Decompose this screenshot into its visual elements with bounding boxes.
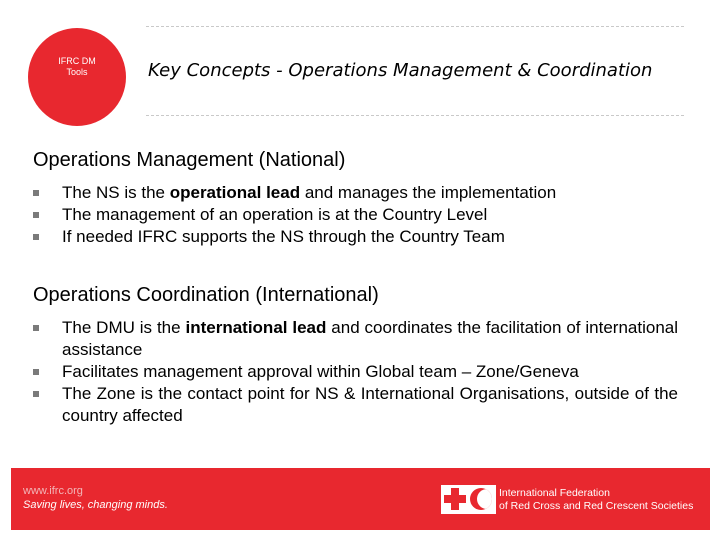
bullet-marker bbox=[33, 212, 39, 218]
bullet-text: The DMU is the bbox=[62, 318, 186, 337]
bullet-item bbox=[33, 204, 678, 226]
bullet-marker bbox=[33, 369, 39, 375]
international-bullet-list bbox=[33, 317, 678, 427]
national-bullet-list bbox=[33, 182, 678, 248]
title-divider-top bbox=[146, 26, 684, 27]
title-divider-bottom bbox=[146, 115, 684, 116]
badge-line-1: IFRC DM bbox=[58, 56, 96, 66]
bullet-marker bbox=[33, 325, 39, 331]
bullet-text: The NS is the bbox=[62, 183, 170, 202]
bullet-item bbox=[33, 317, 678, 361]
bullet-item bbox=[33, 182, 678, 204]
logo-text-line-2: of Red Cross and Red Crescent Societies bbox=[499, 499, 694, 512]
section-heading-national: Operations Management (National) bbox=[33, 149, 346, 171]
footer-bar bbox=[11, 468, 710, 530]
ifrc-dm-tools-badge bbox=[28, 28, 126, 126]
bullet-marker bbox=[33, 234, 39, 240]
section-heading-international: Operations Coordination (International) bbox=[33, 284, 379, 306]
bullet-emphasis: operational lead bbox=[169, 183, 301, 202]
bullet-text: Facilitates management approval within Global team – Zone/Geneva bbox=[62, 362, 579, 381]
bullet-marker bbox=[33, 391, 39, 397]
bullet-text: If needed IFRC supports the NS through the Country Team bbox=[62, 227, 505, 246]
slide-title: Key Concepts - Operations Management & Coordination bbox=[148, 60, 653, 81]
bullet-marker bbox=[33, 190, 39, 196]
bullet-item bbox=[33, 226, 678, 248]
logo-text-line-1: International Federation bbox=[499, 487, 610, 499]
logo-text-block bbox=[496, 485, 700, 514]
bullet-item bbox=[33, 383, 678, 427]
red-crescent-icon bbox=[470, 488, 492, 510]
badge-line-2: Tools bbox=[66, 67, 88, 77]
bullet-text: The management of an operation is at the Country Level bbox=[62, 205, 488, 224]
ifrc-logo bbox=[441, 485, 700, 514]
bullet-emphasis: international lead bbox=[185, 318, 327, 337]
bullet-text: and coordinates the facilitation of international assistance bbox=[62, 318, 679, 359]
red-cross-icon bbox=[444, 488, 466, 510]
footer-url-link[interactable]: www.ifrc.org bbox=[23, 485, 83, 497]
footer-slogan: Saving lives, changing minds. bbox=[23, 499, 168, 511]
bullet-item bbox=[33, 361, 678, 383]
bullet-text: The Zone is the contact point for NS & International Organisations, outside of the country affected bbox=[62, 384, 678, 425]
bullet-text: and manages the implementation bbox=[300, 183, 557, 202]
